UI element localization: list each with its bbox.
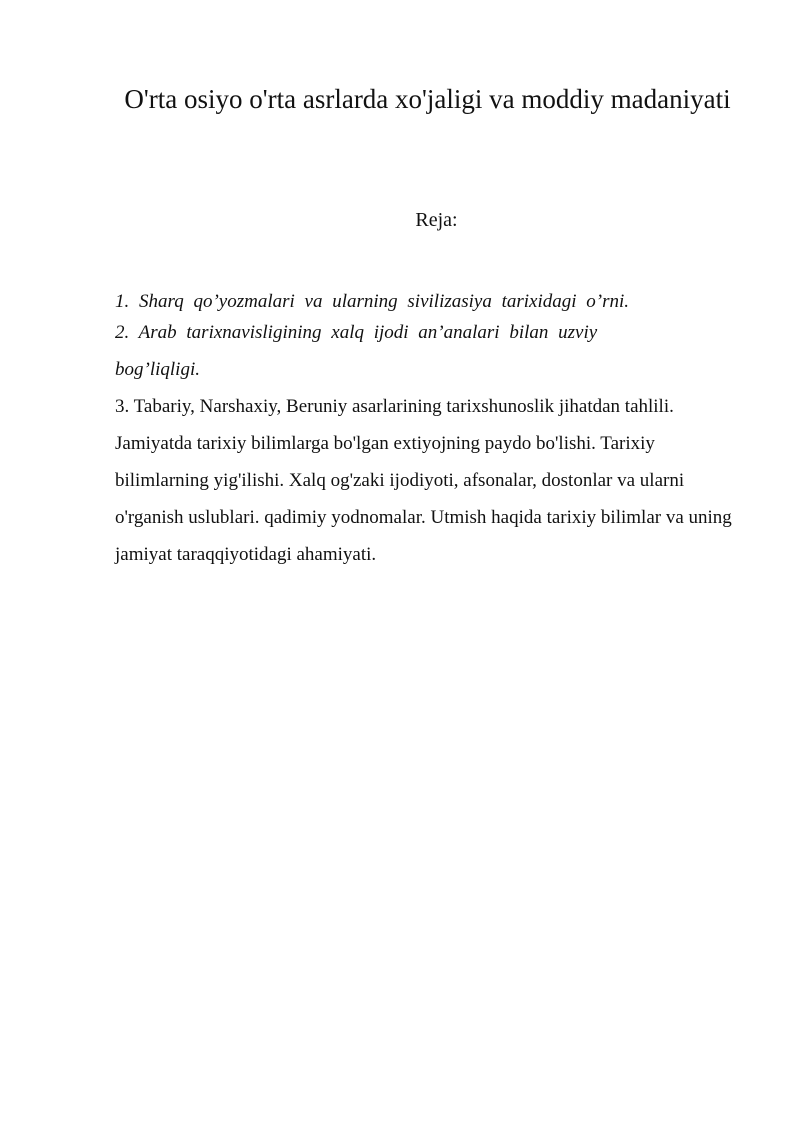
document-title: O'rta osiyo o'rta asrlarda xo'jaligi va moddiy madaniyati [124,84,731,114]
plan-item-3: 3. Tabariy, Narshaxiy, Beruniy asarlarining tarixshunoslik jihatdan tahlili. Jamiyatda tarixiy bilimlarga bo'lgan extiyojning paydo bo'lishi. Tarixiy bilimlarning yig'ilishi. Xalq og'zaki ijodiyoti, afsonalar, dostonlar va ularni o'rganish uslublari. qadimiy yodnomalar. Utmish haqida tarixiy bilimlar va uning jamiyat taraqqiyotidagi ahamiyati. [115,396,732,565]
plan-item-2: 2. Arab tarixnavisligining xalq ijodi an’analari bilan uzviy bog’liqligi. [115,322,598,380]
plan-item-1: 1. Sharq qo’yozmalari va ularning sivilizasiya tarixidagi o’rni. [115,291,630,312]
plan-heading: Reja: [415,209,458,231]
plan-list [115,286,745,573]
